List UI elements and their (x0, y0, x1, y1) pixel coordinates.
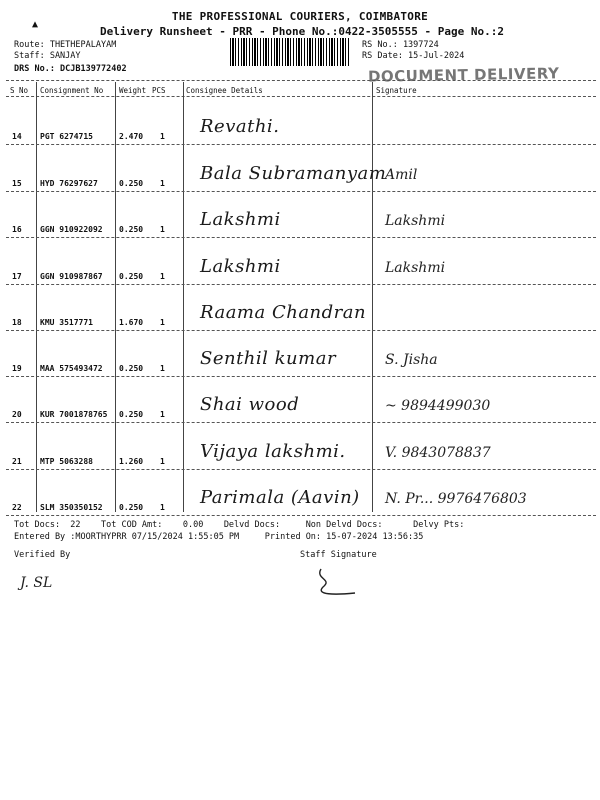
table-row (0, 332, 600, 380)
row-weight: 0.250 (119, 179, 144, 188)
table-row (0, 286, 600, 334)
row-weight: 0.250 (119, 410, 144, 419)
row-consignment: GGN 910987867 (40, 272, 103, 281)
col-consignee: Consignee Details (186, 86, 263, 95)
recipient-signature: N. Pr... 9976476803 (385, 491, 527, 507)
row-weight: 0.250 (119, 364, 144, 373)
row-sno: 21 (12, 457, 22, 466)
row-weight: 1.260 (119, 457, 144, 466)
verified-by-label: Verified By (14, 550, 71, 560)
barcode (230, 38, 350, 66)
row-weight: 0.250 (119, 272, 144, 281)
recipient-signature: S. Jisha (385, 352, 438, 368)
row-sno: 18 (12, 318, 22, 327)
recipient-signature: Lakshmi (385, 213, 446, 229)
row-consignment: MAA 575493472 (40, 364, 103, 373)
marker-icon: ▲ (32, 19, 39, 30)
row-pcs: 1 (160, 225, 165, 234)
row-pcs: 1 (160, 272, 165, 281)
row-pcs: 1 (160, 503, 165, 512)
table-row (0, 100, 600, 148)
row-divider (6, 376, 596, 377)
row-consignment: KMU 3517771 (40, 318, 93, 327)
row-consignment: KUR 7001878765 (40, 410, 108, 419)
recipient-signature: V. 9843078837 (385, 445, 491, 461)
table-row (0, 147, 600, 195)
col-weight: Weight (119, 86, 147, 95)
table-row (0, 471, 600, 519)
row-pcs: 1 (160, 132, 165, 141)
divider (6, 80, 596, 81)
row-pcs: 1 (160, 364, 165, 373)
row-consignment: GGN 910922092 (40, 225, 103, 234)
row-pcs: 1 (160, 410, 165, 419)
row-divider (6, 422, 596, 423)
totals-line: Tot Docs: 22 Tot COD Amt: 0.00 Delvd Docs: Non Delvd Docs: Delvy Pts: (14, 520, 465, 530)
row-divider (6, 330, 596, 331)
rs-date: RS Date: 15-Jul-2024 (362, 51, 465, 61)
recipient-signature: Lakshmi (385, 260, 446, 276)
row-consignment: MTP 5063288 (40, 457, 93, 466)
table-row (0, 240, 600, 288)
row-sno: 22 (12, 503, 22, 512)
drs-number: DRS No.: DCJB139772402 (14, 64, 127, 74)
divider (6, 96, 596, 97)
consignee-name: Shai wood (200, 394, 300, 415)
recipient-signature: ~ 9894499030 (385, 398, 491, 414)
row-weight: 2.470 (119, 132, 144, 141)
row-divider (6, 469, 596, 470)
row-sno: 15 (12, 179, 22, 188)
table-row (0, 193, 600, 241)
col-signature: Signature (376, 86, 417, 95)
row-sno: 17 (12, 272, 22, 281)
staff-signature-mark (305, 565, 365, 601)
document-delivery-stamp: DOCUMENT DELIVERY (367, 64, 560, 86)
row-sno: 20 (12, 410, 22, 419)
consignee-name: Bala Subramanyam (200, 163, 387, 184)
consignee-name: Parimala (Aavin) (200, 487, 360, 508)
staff-label: Staff: SANJAY (14, 51, 81, 61)
row-sno: 19 (12, 364, 22, 373)
col-consignment: Consignment No (40, 86, 104, 95)
table-row (0, 425, 600, 473)
consignee-name: Senthil kumar (200, 348, 337, 369)
company-title: THE PROFESSIONAL COURIERS, COIMBATORE (171, 10, 429, 23)
consignee-name: Vijaya lakshmi. (200, 441, 346, 462)
row-divider (6, 284, 596, 285)
verified-signature: J. SL (20, 575, 53, 591)
runsheet-title: Delivery Runsheet - PRR - Phone No.:0422-3505555 - Page No.:2 (100, 25, 504, 38)
entered-by-line: Entered By :MOORTHYPRR 07/15/2024 1:55:05 PM Printed On: 15-07-2024 13:56:35 (14, 532, 424, 542)
table-row (0, 378, 600, 426)
row-pcs: 1 (160, 179, 165, 188)
col-sno: S No (10, 86, 29, 95)
row-divider (6, 515, 596, 516)
row-divider (6, 144, 596, 145)
route-label: Route: THETHEPALAYAM (14, 40, 117, 50)
row-divider (6, 237, 596, 238)
row-divider (6, 191, 596, 192)
row-sno: 16 (12, 225, 22, 234)
row-pcs: 1 (160, 318, 165, 327)
rs-number: RS No.: 1397724 (362, 40, 439, 50)
row-weight: 0.250 (119, 503, 144, 512)
recipient-signature: Amil (385, 167, 418, 183)
row-consignment: SLM 350350152 (40, 503, 103, 512)
row-pcs: 1 (160, 457, 165, 466)
consignee-name: Raama Chandran (200, 302, 367, 323)
row-consignment: PGT 6274715 (40, 132, 93, 141)
consignee-name: Lakshmi (200, 256, 281, 277)
consignee-name: Lakshmi (200, 209, 281, 230)
col-pcs: PCS (152, 86, 166, 95)
consignee-name: Revathi. (200, 116, 280, 137)
staff-signature-label: Staff Signature (300, 550, 377, 560)
row-sno: 14 (12, 132, 22, 141)
row-weight: 0.250 (119, 225, 144, 234)
row-consignment: HYD 76297627 (40, 179, 98, 188)
row-weight: 1.670 (119, 318, 144, 327)
